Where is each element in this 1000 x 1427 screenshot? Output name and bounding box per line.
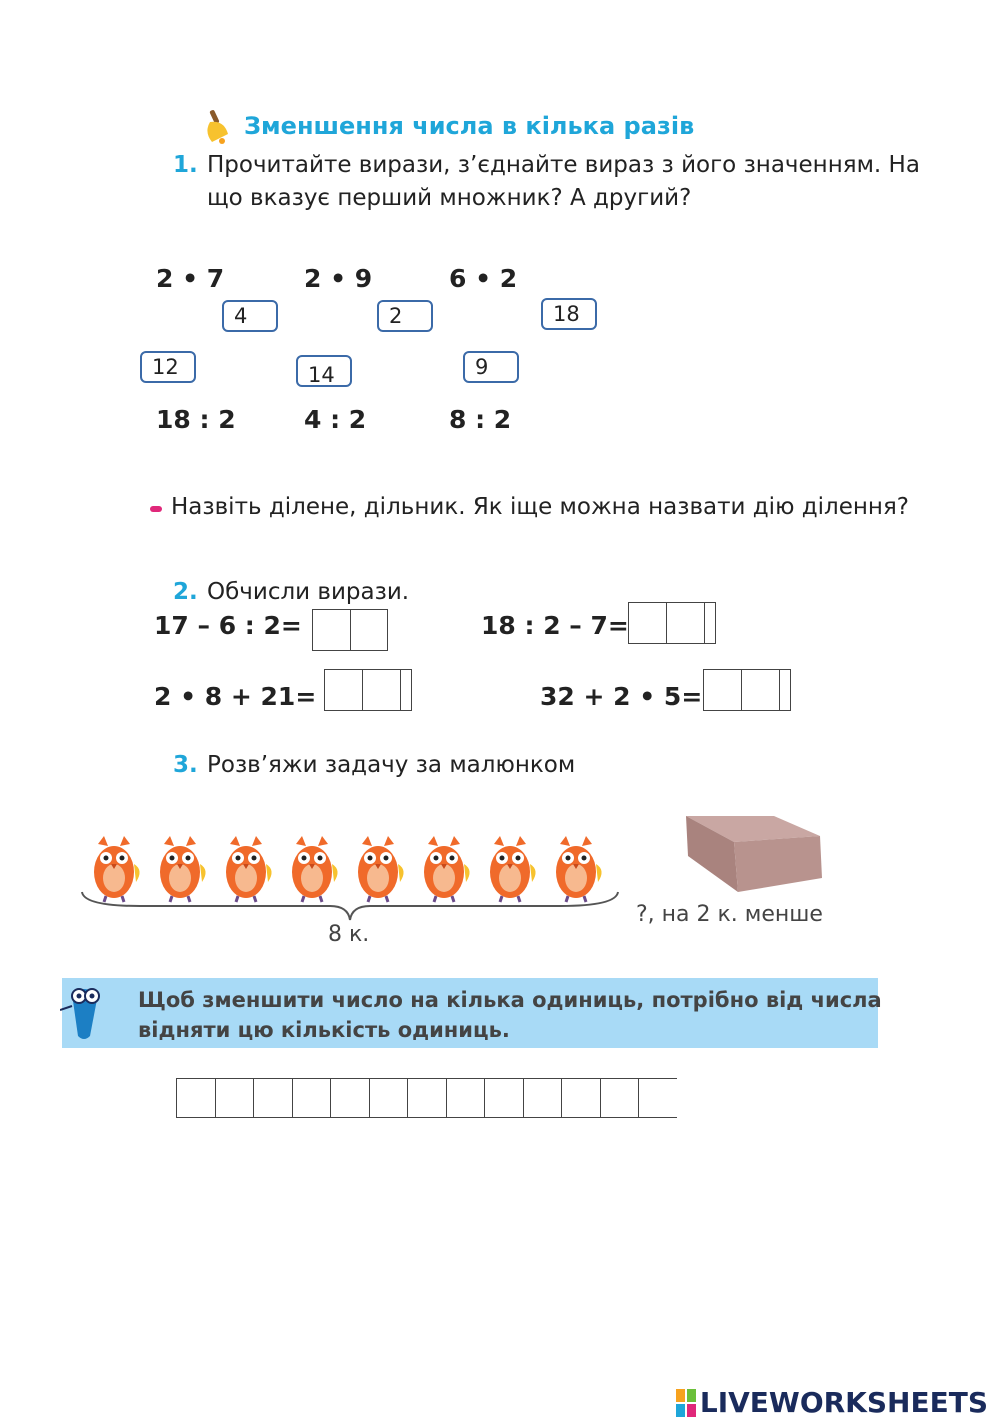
task1-text-line1: Прочитайте вирази, з’єднайте вираз з його значенням. На: [207, 152, 920, 178]
answer-cell[interactable]: [779, 670, 791, 710]
task2-number: 2.: [173, 579, 198, 605]
box-image: [682, 812, 824, 894]
liveworksheets-logo-icon: [676, 1389, 696, 1417]
answer-cell[interactable]: [350, 610, 388, 650]
answer-cell[interactable]: [638, 1079, 677, 1117]
task2-text: Обчисли вирази.: [207, 579, 410, 605]
expression-bottom-3: 8 : 2: [449, 405, 512, 434]
rule-text: [138, 985, 882, 1045]
answer-cell[interactable]: [704, 603, 716, 643]
value-box-2[interactable]: 2: [377, 300, 433, 332]
answer-cell[interactable]: [407, 1079, 446, 1117]
answer-cell[interactable]: [600, 1079, 639, 1117]
answer-cells-4: [703, 669, 791, 711]
expression-top-2: 2 • 9: [304, 264, 373, 293]
answer-cell[interactable]: [400, 670, 412, 710]
page-title: Зменшення числа в кілька разів: [244, 112, 695, 140]
task3-text: Розв’яжи задачу за малюнком: [207, 752, 576, 778]
count-label: 8 к.: [328, 922, 370, 947]
answer-row: [176, 1078, 677, 1118]
expression-top-3: 6 • 2: [449, 264, 518, 293]
footer-logo: [676, 1386, 988, 1419]
answer-cell[interactable]: [324, 670, 362, 710]
value-box-14[interactable]: 14: [296, 355, 352, 387]
answer-cell[interactable]: [312, 610, 350, 650]
answer-cell[interactable]: [253, 1079, 292, 1117]
mascot-icon: [60, 980, 108, 1042]
task2-expression-4: 32 + 2 • 5=: [540, 682, 703, 711]
curly-brace: [80, 888, 620, 922]
footer-brand: LIVEWORKSHEETS: [699, 1386, 988, 1419]
answer-cell[interactable]: [628, 603, 666, 643]
task2-expression-2: 18 : 2 – 7=: [481, 611, 629, 640]
task1-number: 1.: [173, 152, 198, 178]
answer-cell[interactable]: [176, 1079, 215, 1117]
answer-cells-3: [324, 669, 412, 711]
task1-text-line2: що вказує перший множник? А другий?: [207, 185, 692, 211]
bullet-question: Назвіть ділене, дільник. Як іще можна назвати дію ділення?: [171, 494, 910, 520]
answer-cell[interactable]: [703, 670, 741, 710]
expression-bottom-1: 18 : 2: [156, 405, 236, 434]
answer-cell[interactable]: [484, 1079, 523, 1117]
value-box-4[interactable]: 4: [222, 300, 278, 332]
answer-cell[interactable]: [215, 1079, 254, 1117]
answer-cell[interactable]: [523, 1079, 562, 1117]
answer-cell[interactable]: [369, 1079, 408, 1117]
answer-cell[interactable]: [362, 670, 400, 710]
expression-bottom-2: 4 : 2: [304, 405, 367, 434]
task3-number: 3.: [173, 752, 198, 778]
task2-expression-1: 17 – 6 : 2=: [154, 611, 302, 640]
rule-line-1: Щоб зменшити число на кілька одиниць, потрібно від числа: [138, 988, 882, 1012]
rule-line-2: відняти цю кількість одиниць.: [138, 1018, 510, 1042]
answer-cell[interactable]: [561, 1079, 600, 1117]
value-box-18[interactable]: 18: [541, 298, 597, 330]
answer-cell[interactable]: [330, 1079, 369, 1117]
answer-cell[interactable]: [446, 1079, 485, 1117]
bullet-marker: [150, 506, 162, 512]
task2-expression-3: 2 • 8 + 21=: [154, 682, 317, 711]
answer-cells-1: [312, 609, 388, 651]
question-label: ?, на 2 к. менше: [636, 902, 823, 927]
bell-icon: [198, 108, 238, 148]
value-box-12[interactable]: 12: [140, 351, 196, 383]
answer-cells-2: [628, 602, 716, 644]
value-box-9[interactable]: 9: [463, 351, 519, 383]
expression-top-1: 2 • 7: [156, 264, 225, 293]
answer-cell[interactable]: [741, 670, 779, 710]
answer-cell[interactable]: [666, 603, 704, 643]
answer-cell[interactable]: [292, 1079, 331, 1117]
